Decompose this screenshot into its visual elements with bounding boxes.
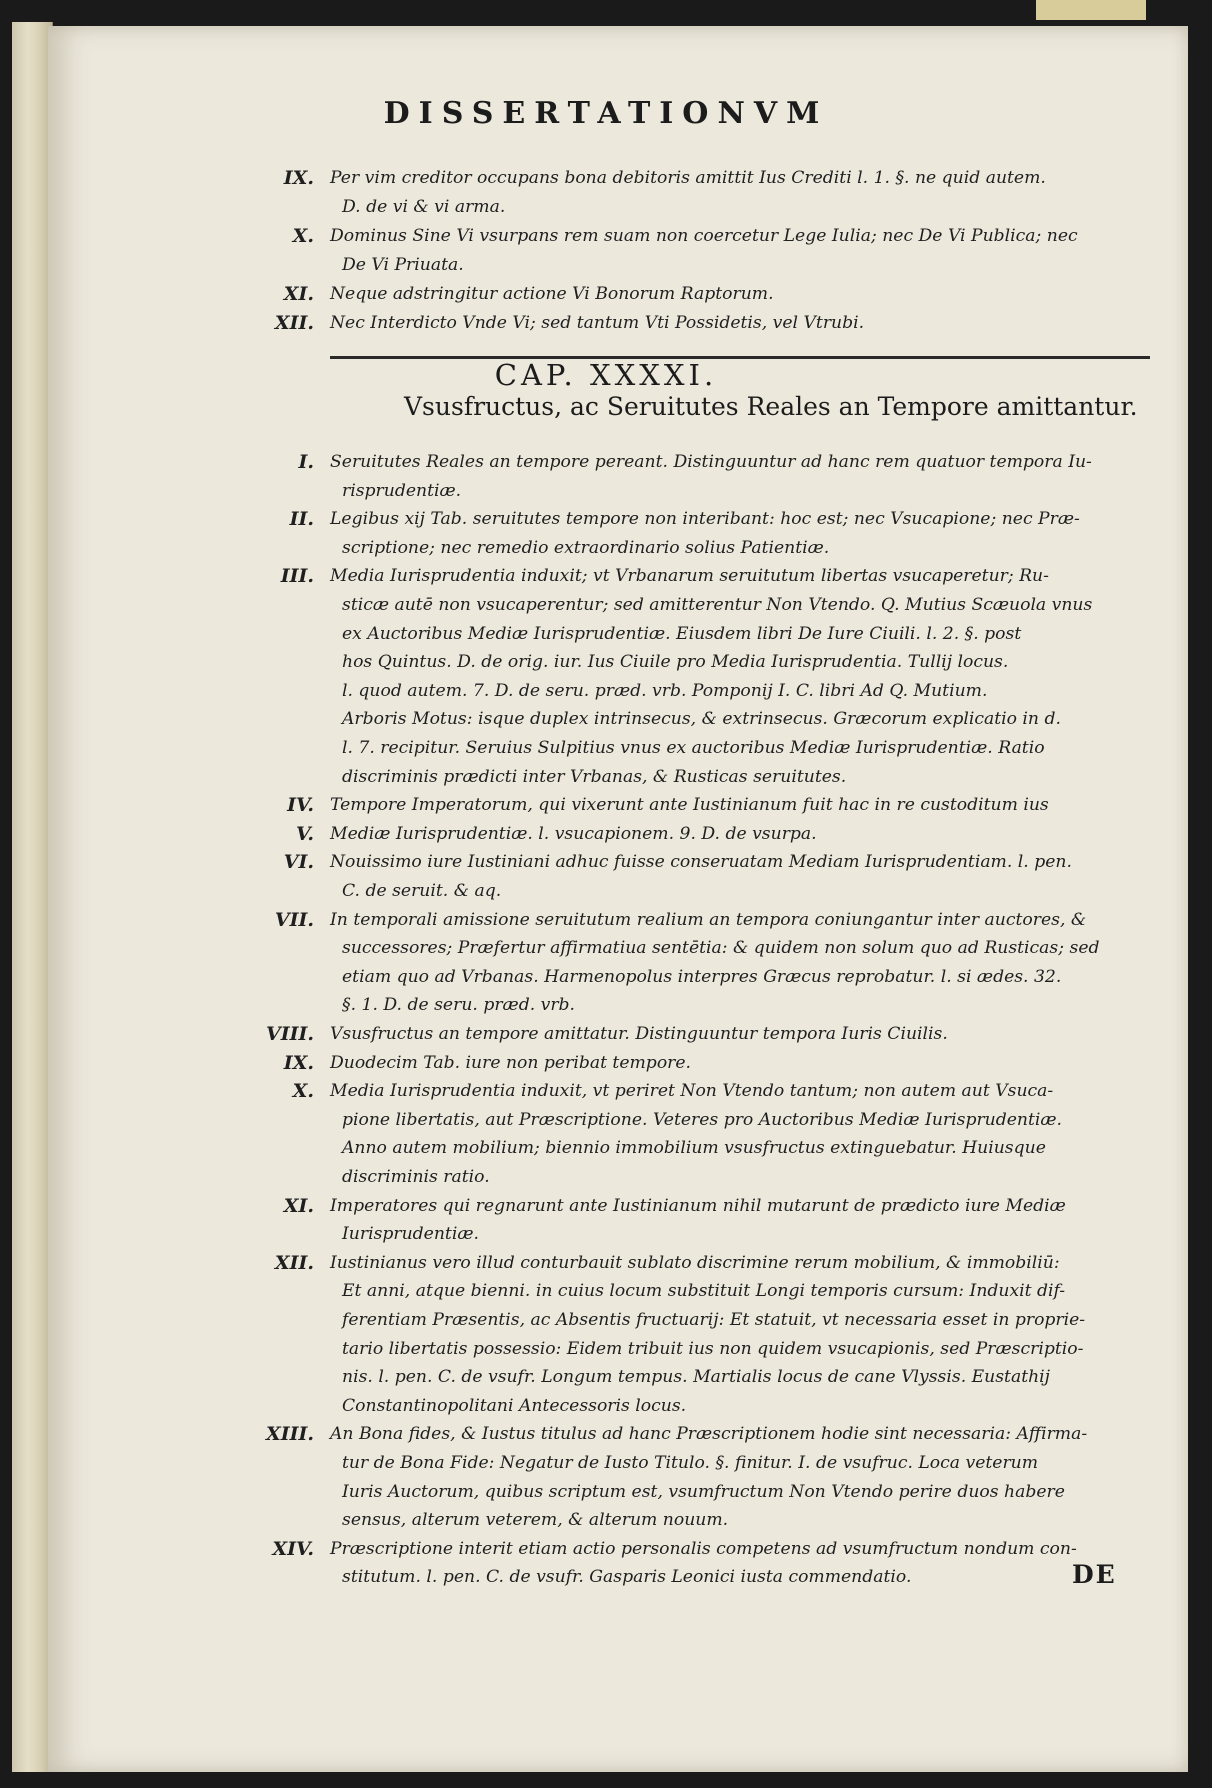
entry-line: ex Auctoribus Mediæ Iurisprudentiæ. Eiusdem libri De Iure Ciuili. l. 2. §. post [342,623,1022,644]
entry-number: XII. [274,312,314,334]
entry-line: successores; Præfertur affirmatiua sentētia: & quidem non solum quo ad Rusticas; sed [342,938,1100,959]
entry-line: Nec Interdicto Vnde Vi; sed tantum Vti Possidetis, vel Vtrubi. [330,313,865,333]
entry-line: l. 7. recipitur. Seruius Sulpitius vnus ex auctoribus Mediæ Iurisprudentiæ. Ratio [342,738,1045,758]
entry-line: tario libertatis possessio: Eidem tribuit ius non quidem vsucapionis, sed Præscriptio- [342,1338,1084,1359]
entry-line: Nouissimo iure Iustiniani adhuc fuisse conseruatam Mediam Iurisprudentiam. l. pen. [330,852,1072,873]
entry-line: Constantinopolitani Antecessoris locus. [342,1395,687,1416]
entry-line: Legibus xij Tab. seruitutes tempore non interibant: hoc est; nec Vsucapione; nec Præ- [330,509,1080,530]
entry-line: etiam quo ad Vrbanas. Harmenopolus interpres Græcus reprobatur. l. si ædes. 32. [342,966,1062,987]
entry-line: Arboris Motus: isque duplex intrinsecus, & extrinsecus. Græcorum explicatio in d. [342,709,1061,730]
entry-line: discriminis ratio. [342,1167,490,1187]
entry-line: stitutum. l. pen. C. de vsufr. Gasparis Leonici iusta commendatio. [342,1567,912,1588]
entry-line: §. 1. D. de seru. præd. vrb. [342,995,576,1016]
entry-line: Neque adstringitur actione Vi Bonorum Raptorum. [330,284,774,304]
entry-line: ferentiam Præsentis, ac Absentis fructuarij: Et statuit, vt necessaria esset in proprie- [342,1310,1086,1330]
entry-line: Iuris Auctorum, quibus scriptum est, vsumfructum Non Vtendo perire duos habere [342,1481,1065,1502]
page-tab [1036,0,1146,20]
entry-line: sensus, alterum veterem, & alterum nouum. [342,1510,729,1531]
entry-line: Imperatores qui regnarunt ante Iustinianum nihil mutarunt de prædicto iure Mediæ [330,1195,1066,1216]
book-edge [12,22,53,1772]
entry-line: Præscriptione interit etiam actio personalis competens ad vsumfructum nondum con- [330,1538,1077,1559]
entry-number: III. [280,565,314,588]
entry-line: tur de Bona Fide: Negatur de Iusto Titulo. §. finitur. I. de vsufruc. Loca veterum [342,1453,1039,1473]
entry-line: discriminis prædicti inter Vrbanas, & Rusticas seruitutes. [342,766,847,787]
entry-line: Duodecim Tab. iure non peribat tempore. [330,1052,692,1073]
entry-line: D. de vi & vi arma. [342,197,506,217]
entry-line: C. de seruit. & aq. [342,881,502,901]
entry-line: Vsusfructus an tempore amittatur. Distinguuntur tempora Iuris Ciuilis. [330,1024,948,1044]
entry-line: nis. l. pen. C. de vsufr. Longum tempus. Martialis locus de cane Vlyssis. Eustathij [342,1367,1051,1388]
entry-line: Et anni, atque bienni. in cuius locum substituit Longi temporis cursum: Induxit dif- [342,1281,1066,1302]
entry-line: Seruitutes Reales an tempore pereant. Distinguuntur ad hanc rem quatuor tempora Iu- [330,452,1092,472]
entry-number: XIII. [265,1423,314,1446]
entry-line: De Vi Priuata. [342,255,464,275]
entry-number: IX. [283,167,314,189]
entry-number: VIII. [265,1023,314,1045]
entry-line: Iurisprudentiæ. [342,1224,479,1245]
entry-line: An Bona fides, & Iustus titulus ad hanc Præscriptionem hodie sint necessaria: Affirma- [330,1424,1088,1445]
entry-line: Media Iurisprudentia induxit; vt Vrbanarum seruitutum libertas vsucaperetur; Ru- [330,566,1049,587]
running-head: DISSERTATIONVM [383,96,829,131]
entry-line: risprudentiæ. [342,480,462,501]
chapter-title: Vsusfructus, ac Seruitutes Reales an Tempore amittantur. [404,392,1138,421]
entry-line: In temporali amissione seruitutum realium an tempora coniungantur inter auctores, & [330,909,1087,930]
entry-line: Media Iurisprudentia induxit, vt periret Non Vtendo tantum; non autem aut Vsuca- [330,1081,1054,1102]
entry-number: XII. [274,1251,314,1274]
entry-number: I. [298,451,314,473]
entry-number: IV. [287,794,314,817]
entry-number: X. [292,225,314,247]
entry-line: Anno autem mobilium; biennio immobilium vsusfructus extinguebatur. Huiusque [342,1138,1046,1159]
entry-number: XI. [283,283,314,305]
entry-number: X. [292,1080,314,1103]
entry-line: hos Quintus. D. de orig. iur. Ius Ciuile pro Media Iurisprudentia. Tullij locus. [342,652,1009,673]
entry-line: Mediæ Iurisprudentiæ. l. vsucapionem. 9. D. de vsurpa. [330,823,817,844]
entry-line: Tempore Imperatorum, qui vixerunt ante Iustinianum fuit hac in re custoditum ius [330,795,1049,816]
entry-line: sticæ autē non vsucaperentur; sed amitterentur Non Vtendo. Q. Mutius Scæuola vnus [342,595,1093,615]
entry-number: II. [289,508,314,531]
entry-number: V. [295,822,314,845]
entry-number: XI. [283,1194,314,1217]
entry-line: l. quod autem. 7. D. de seru. præd. vrb. Pomponij I. C. libri Ad Q. Mutium. [342,680,988,701]
entry-line: Per vim creditor occupans bona debitoris amittit Ius Crediti l. 1. §. ne quid autem. [330,168,1046,188]
catchword: DE [1072,1560,1117,1589]
entry-number: XIV. [272,1537,314,1560]
entry-number: VI. [283,851,314,874]
entry-line: scriptione; nec remedio extraordinario solius Patientiæ. [342,537,830,558]
entry-line: Dominus Sine Vi vsurpans rem suam non coercetur Lege Iulia; nec De Vi Publica; nec [330,226,1078,246]
entry-number: IX. [283,1051,314,1074]
chapter-heading: CAP. XXXXI. [494,358,718,392]
entry-line: pione libertatis, aut Præscriptione. Veteres pro Auctoribus Mediæ Iurisprudentiæ. [342,1109,1062,1130]
entry-number: VII. [274,908,314,931]
entry-line: Iustinianus vero illud conturbauit sublato discrimine rerum mobilium, & immobiliū: [330,1252,1060,1273]
